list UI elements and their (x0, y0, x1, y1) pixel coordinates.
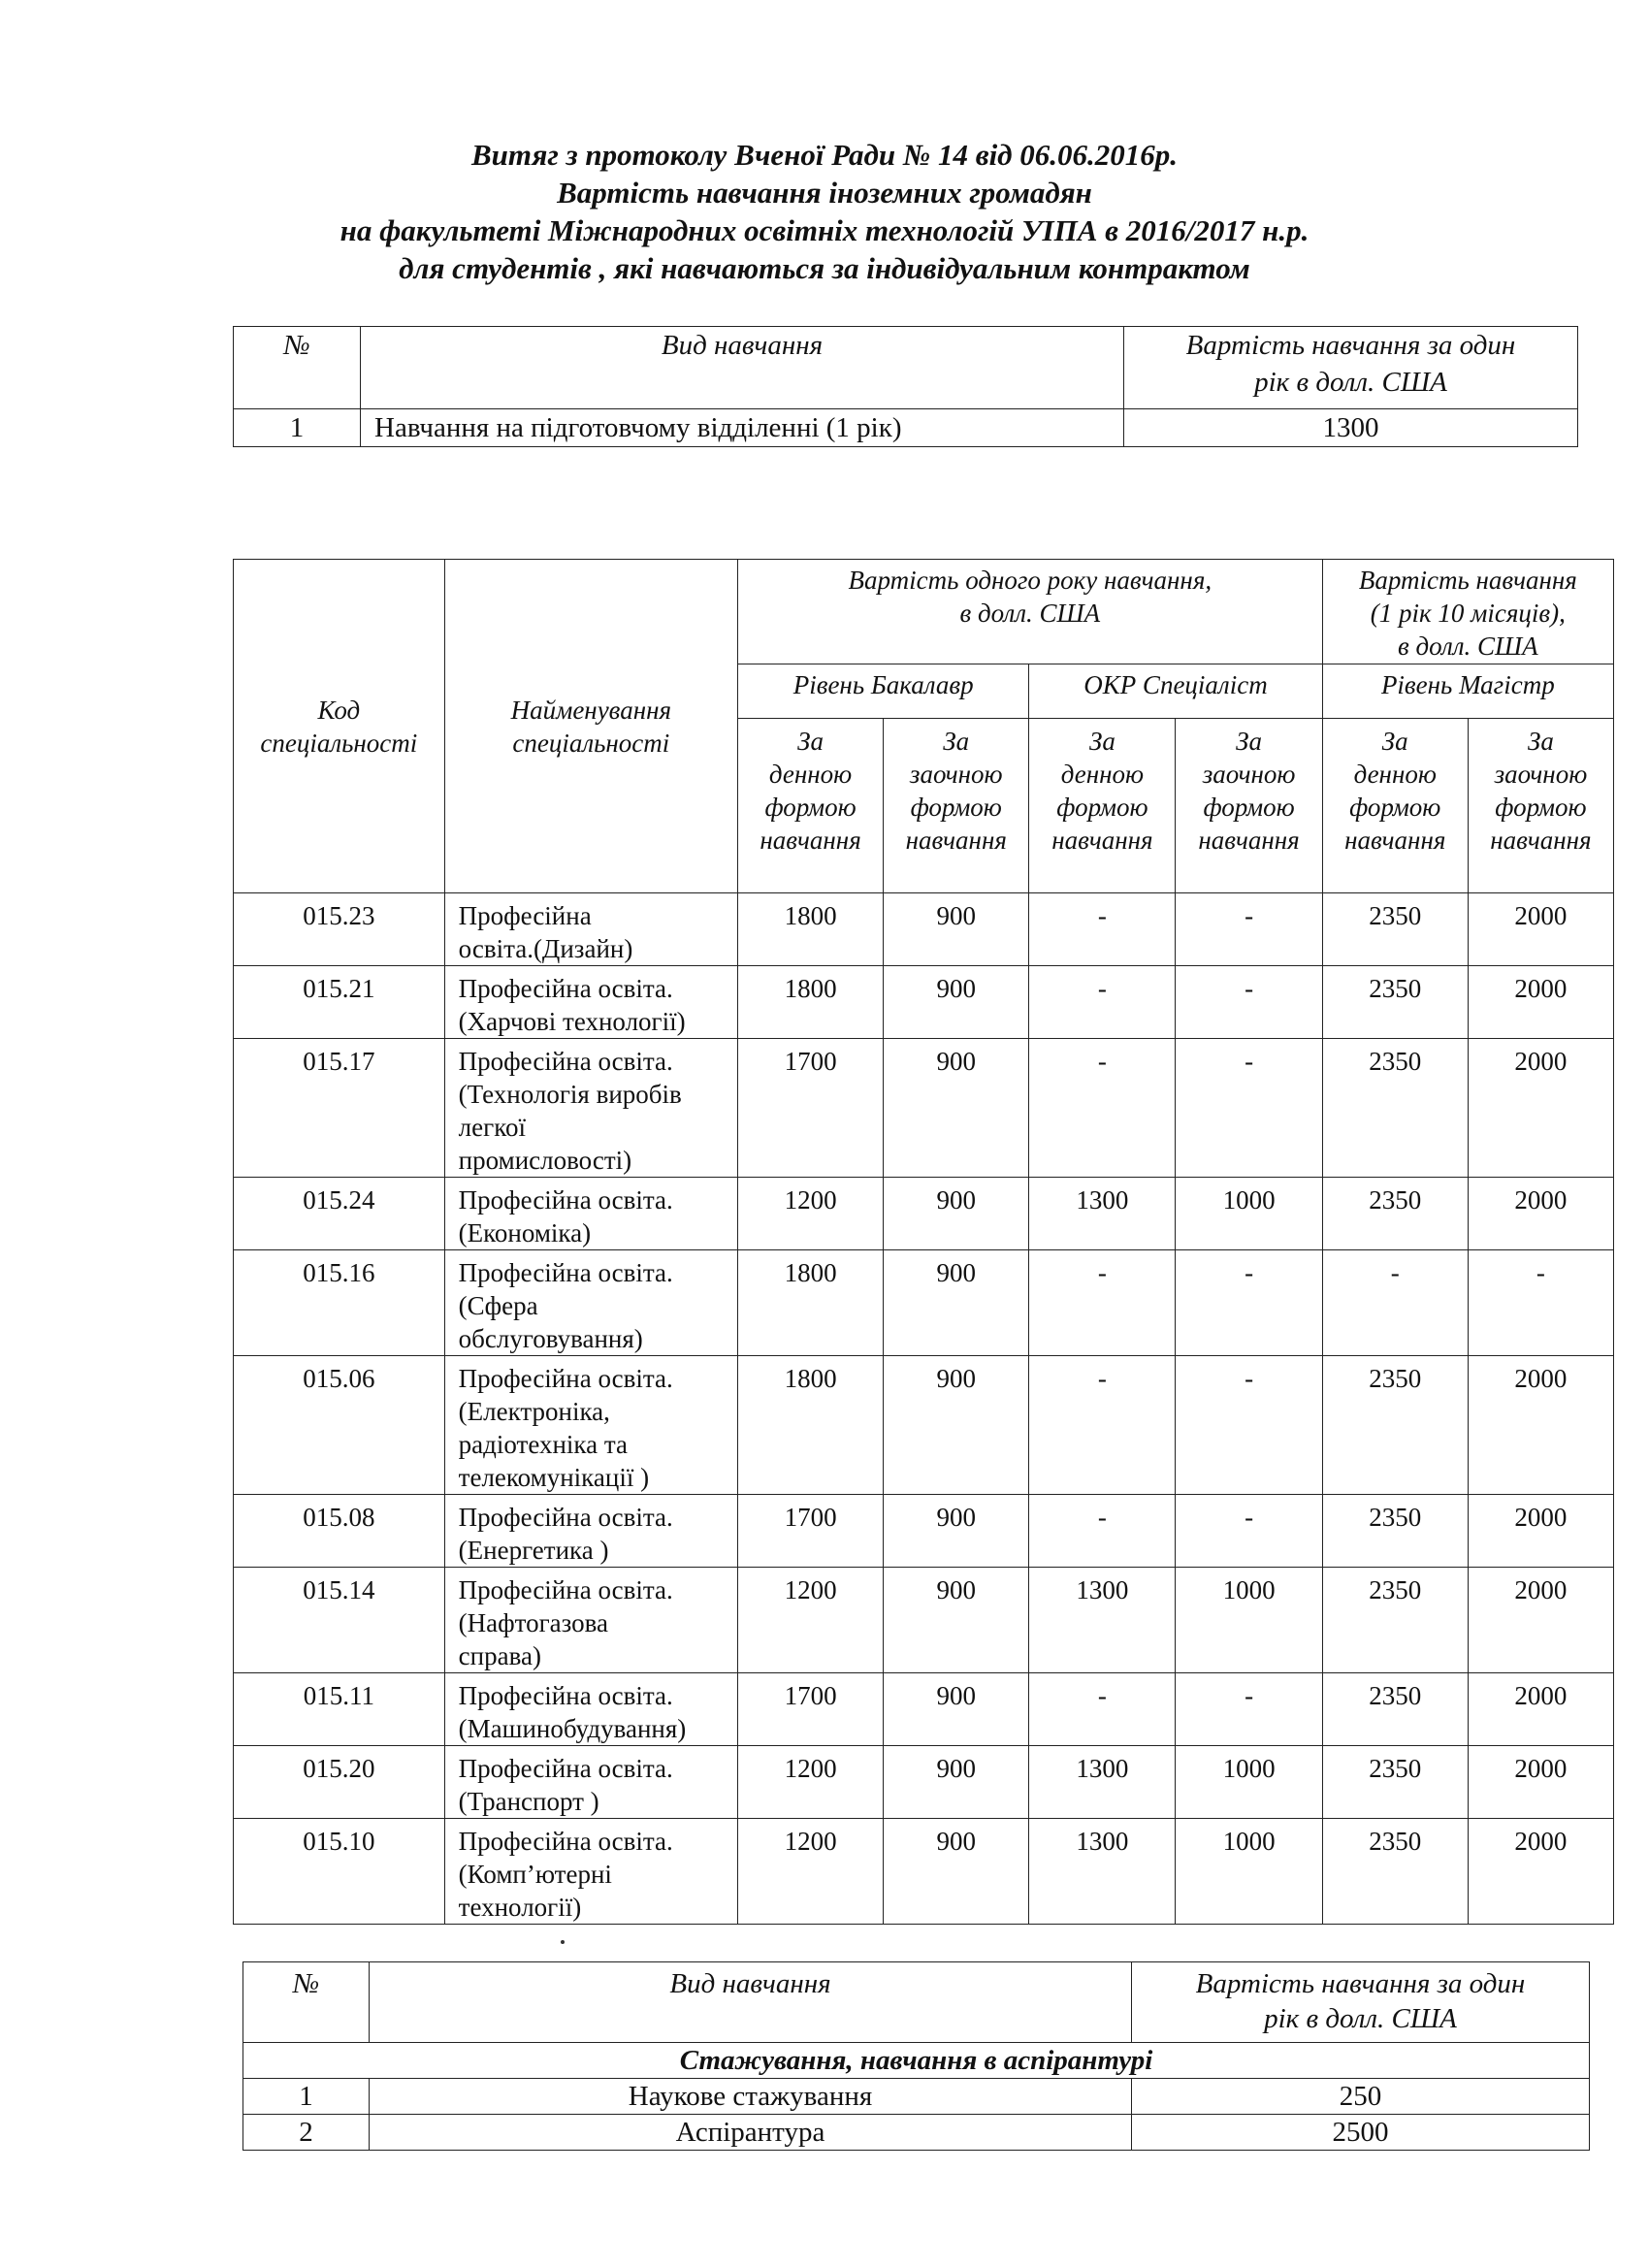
table-row (234, 1746, 1614, 1819)
heading-line-4: для студентів , які навчаються за індивідуальним контрактом (399, 251, 1250, 285)
specialty-name-line: радіотехніка та (458, 1430, 628, 1459)
cost-specialist-parttime: - (1176, 966, 1322, 1039)
header-fulltime (1029, 719, 1176, 893)
specialty-name (444, 1819, 737, 1925)
specialty-code: 015.23 (234, 893, 445, 966)
cost-specialist-fulltime: 1300 (1029, 1819, 1176, 1925)
header-master-cost-line-2: (1 рік 10 місяців), (1370, 599, 1566, 628)
scan-speck (561, 1940, 565, 1944)
header-bachelor: Рівень Бакалавр (738, 664, 1029, 719)
table-row (234, 409, 1578, 447)
cost-bachelor-parttime: 900 (884, 1819, 1029, 1925)
table-row (234, 1250, 1614, 1356)
cost-bachelor-fulltime: 1200 (738, 1178, 884, 1250)
specialty-name (444, 1356, 737, 1495)
header-cost (1124, 327, 1578, 409)
specialty-name-line: Професійна освіта. (458, 1827, 673, 1856)
table-header-row (234, 560, 1614, 664)
cost-bachelor-fulltime: 1800 (738, 966, 884, 1039)
header-cost-line-1: Вартість навчання за один (1195, 1968, 1526, 1999)
specialty-name-line: (Сфера (458, 1291, 538, 1320)
specialty-name-line: (Транспорт ) (458, 1787, 599, 1816)
cost-master-parttime: - (1468, 1250, 1613, 1356)
header-name-line-2: спеціальності (512, 728, 670, 758)
cost-specialist-parttime: 1000 (1176, 1746, 1322, 1819)
header-fulltime-line-1: За (1088, 727, 1116, 756)
header-fulltime-line-4: навчання (1051, 826, 1153, 855)
header-parttime-line-4: навчання (905, 826, 1007, 855)
specialty-name-line: (Харчові технології) (458, 1007, 686, 1036)
cost-master-parttime: 2000 (1468, 1568, 1613, 1673)
cost-bachelor-parttime: 900 (884, 1673, 1029, 1746)
header-year-cost (738, 560, 1323, 664)
header-master-cost (1322, 560, 1613, 664)
header-number-text: № (283, 330, 310, 361)
table-row (234, 1039, 1614, 1178)
specialty-name-line: (Машинобудування) (458, 1714, 687, 1743)
cost-specialist-parttime: 1000 (1176, 1178, 1322, 1250)
header-fulltime-line-3: формою (764, 793, 857, 822)
header-fulltime-line-2: денною (1353, 760, 1437, 789)
cost-bachelor-fulltime: 1800 (738, 1356, 884, 1495)
specialty-code: 015.21 (234, 966, 445, 1039)
cost-specialist-fulltime: - (1029, 1039, 1176, 1178)
specialty-name (444, 1178, 737, 1250)
heading-line-1: Витяг з протоколу Вченої Ради № 14 від 06.06.2016р. (470, 138, 1179, 172)
specialty-name-line: Професійна (458, 901, 592, 930)
header-master: Рівень Магістр (1322, 664, 1613, 719)
header-master-cost-line-3: в долл. США (1397, 632, 1538, 661)
header-parttime-line-3: формою (910, 793, 1002, 822)
cost-specialist-fulltime: 1300 (1029, 1178, 1176, 1250)
cost-bachelor-fulltime: 1200 (738, 1746, 884, 1819)
specialty-name-line: (Енергетика ) (458, 1536, 609, 1565)
header-code-line-2: спеціальності (260, 728, 418, 758)
header-kind (370, 1962, 1132, 2043)
specialty-cost-table (233, 559, 1614, 1925)
cost-specialist-fulltime: 1300 (1029, 1568, 1176, 1673)
header-fulltime-line-2: денною (1060, 760, 1145, 789)
header-number (243, 1962, 370, 2043)
cost-specialist-fulltime: - (1029, 1356, 1176, 1495)
header-parttime-line-1: За (1236, 727, 1262, 756)
cost-master-fulltime: 2350 (1322, 1746, 1468, 1819)
table-row (234, 893, 1614, 966)
specialty-name-line: (Електроніка, (458, 1397, 610, 1426)
cost-master-parttime: 2000 (1468, 1746, 1613, 1819)
cost-specialist-parttime: - (1176, 1250, 1322, 1356)
specialty-code: 015.10 (234, 1819, 445, 1925)
cost-bachelor-parttime: 900 (884, 1356, 1029, 1495)
table-header-row (234, 327, 1578, 409)
specialty-name-line: Професійна освіта. (458, 1575, 673, 1604)
cost-master-parttime: 2000 (1468, 1673, 1613, 1746)
header-year-cost-line-2: в долл. США (959, 599, 1101, 628)
cost-master-fulltime: 2350 (1322, 1819, 1468, 1925)
header-year-cost-line-1: Вартість одного року навчання, (848, 566, 1212, 595)
header-code-line-1: Код (317, 695, 361, 725)
header-fulltime-line-2: денною (768, 760, 853, 789)
specialty-name-line: (Економіка) (458, 1218, 592, 1247)
header-parttime-line-4: навчання (1198, 826, 1300, 855)
specialty-name-line: Професійна освіта. (458, 1681, 673, 1710)
specialty-name (444, 1673, 737, 1746)
header-cost-line-2: рік в долл. США (1264, 2003, 1457, 2034)
cost-master-parttime: 2000 (1468, 1819, 1613, 1925)
specialty-name-line: Професійна освіта. (458, 1364, 673, 1393)
internship-cost-table (242, 1961, 1590, 2151)
cost-bachelor-parttime: 900 (884, 1178, 1029, 1250)
cost-bachelor-fulltime: 1200 (738, 1568, 884, 1673)
specialty-code: 015.17 (234, 1039, 445, 1178)
cost-bachelor-fulltime: 1800 (738, 1250, 884, 1356)
cost-specialist-parttime: - (1176, 893, 1322, 966)
specialty-name-line: Професійна освіта. (458, 1047, 673, 1076)
specialty-name (444, 893, 737, 966)
specialty-name-line: Професійна освіта. (458, 1503, 673, 1532)
specialty-name-line: Професійна освіта. (458, 1258, 673, 1287)
heading-line-3: на факультеті Міжнародних освітніх технологій УІПА в 2016/2017 н.р. (340, 213, 1310, 247)
specialty-name-line: справа) (458, 1641, 541, 1670)
header-parttime-line-4: навчання (1490, 826, 1592, 855)
cost-master-parttime: 2000 (1468, 966, 1613, 1039)
header-parttime-line-3: формою (1495, 793, 1587, 822)
header-parttime-line-2: заочною (1202, 760, 1296, 789)
header-kind (361, 327, 1124, 409)
cost-bachelor-fulltime: 1700 (738, 1495, 884, 1568)
header-fulltime (1322, 719, 1468, 893)
specialty-code: 015.14 (234, 1568, 445, 1673)
specialty-rows (234, 893, 1614, 1925)
cost-master-fulltime: 2350 (1322, 966, 1468, 1039)
header-code (234, 560, 445, 893)
header-parttime-line-1: За (1527, 727, 1554, 756)
cost-bachelor-parttime: 900 (884, 966, 1029, 1039)
heading-line-2: Вартість навчання іноземних громадян (557, 176, 1092, 210)
specialty-name (444, 1746, 737, 1819)
cost-master-fulltime: 2350 (1322, 1356, 1468, 1495)
cost-specialist-parttime: - (1176, 1039, 1322, 1178)
specialty-name-line: промисловості) (458, 1146, 632, 1175)
table-row (243, 2115, 1590, 2151)
document-heading (0, 136, 1649, 287)
header-number (234, 327, 361, 409)
cost-master-parttime: 2000 (1468, 1178, 1613, 1250)
header-parttime-line-1: За (943, 727, 970, 756)
cost-bachelor-fulltime: 1800 (738, 893, 884, 966)
cost-specialist-parttime: 1000 (1176, 1568, 1322, 1673)
table-row (234, 1495, 1614, 1568)
row-cost: 250 (1132, 2079, 1590, 2115)
cost-specialist-fulltime: - (1029, 1673, 1176, 1746)
row-number: 1 (234, 409, 361, 447)
header-parttime-line-2: заочною (909, 760, 1003, 789)
row-number: 2 (243, 2115, 370, 2151)
cost-specialist-parttime: - (1176, 1673, 1322, 1746)
specialty-name-line: Професійна освіта. (458, 1185, 673, 1215)
specialty-name-line: освіта.(Дизайн) (458, 934, 633, 963)
header-fulltime-line-4: навчання (760, 826, 861, 855)
table-row (243, 2079, 1590, 2115)
header-parttime-line-2: заочною (1494, 760, 1588, 789)
specialty-name (444, 1495, 737, 1568)
header-kind-text: Вид навчання (669, 1968, 831, 1999)
table-row (234, 1673, 1614, 1746)
specialty-name-line: (Комп’ютерні (458, 1860, 612, 1889)
cost-bachelor-fulltime: 1200 (738, 1819, 884, 1925)
cost-specialist-parttime: - (1176, 1495, 1322, 1568)
cost-master-fulltime: - (1322, 1250, 1468, 1356)
header-cost-line-2: рік в долл. США (1254, 367, 1447, 398)
cost-specialist-parttime: 1000 (1176, 1819, 1322, 1925)
specialty-name-line: легкої (458, 1113, 526, 1142)
specialty-code: 015.20 (234, 1746, 445, 1819)
cost-specialist-fulltime: - (1029, 966, 1176, 1039)
specialty-name-line: Професійна освіта. (458, 974, 673, 1003)
cost-master-parttime: 2000 (1468, 1356, 1613, 1495)
row-cost: 2500 (1132, 2115, 1590, 2151)
cost-master-fulltime: 2350 (1322, 893, 1468, 966)
specialty-name (444, 1250, 737, 1356)
row-kind: Навчання на підготовчому відділенні (1 рік) (361, 409, 1124, 447)
cost-master-parttime: 2000 (1468, 1495, 1613, 1568)
header-fulltime-line-3: формою (1349, 793, 1441, 822)
header-parttime (1468, 719, 1613, 893)
header-parttime (884, 719, 1029, 893)
specialty-code: 015.16 (234, 1250, 445, 1356)
specialty-name-line: (Технологія виробів (458, 1080, 682, 1109)
cost-specialist-fulltime: - (1029, 1250, 1176, 1356)
header-name (444, 560, 737, 893)
row-kind: Аспірантура (370, 2115, 1132, 2151)
header-fulltime (738, 719, 884, 893)
cost-specialist-fulltime: 1300 (1029, 1746, 1176, 1819)
specialty-name (444, 1568, 737, 1673)
cost-bachelor-parttime: 900 (884, 1746, 1029, 1819)
header-number-text: № (292, 1968, 320, 1999)
cost-master-fulltime: 2350 (1322, 1673, 1468, 1746)
section-row (243, 2043, 1590, 2079)
cost-master-fulltime: 2350 (1322, 1568, 1468, 1673)
cost-specialist-fulltime: - (1029, 1495, 1176, 1568)
row-number: 1 (243, 2079, 370, 2115)
section-title: Стажування, навчання в аспірантурі (243, 2043, 1590, 2079)
specialty-name-line: Професійна освіта. (458, 1754, 673, 1783)
header-fulltime-line-4: навчання (1344, 826, 1446, 855)
row-kind: Наукове стажування (370, 2079, 1132, 2115)
cost-bachelor-parttime: 900 (884, 893, 1029, 966)
header-fulltime-line-1: За (1381, 727, 1408, 756)
header-parttime (1176, 719, 1322, 893)
specialty-code: 015.11 (234, 1673, 445, 1746)
specialty-name (444, 1039, 737, 1178)
table-header-row (243, 1962, 1590, 2043)
preparatory-cost-table (233, 326, 1578, 447)
table-row (234, 1568, 1614, 1673)
specialty-code: 015.08 (234, 1495, 445, 1568)
row-cost: 1300 (1124, 409, 1578, 447)
header-kind-text: Вид навчання (661, 330, 824, 361)
header-master-cost-line-1: Вартість навчання (1358, 566, 1577, 595)
specialty-name (444, 966, 737, 1039)
cost-bachelor-fulltime: 1700 (738, 1673, 884, 1746)
cost-master-parttime: 2000 (1468, 893, 1613, 966)
header-cost-line-1: Вартість навчання за один (1185, 330, 1516, 361)
cost-master-fulltime: 2350 (1322, 1495, 1468, 1568)
header-cost (1132, 1962, 1590, 2043)
table-row (234, 1819, 1614, 1925)
header-specialist: ОКР Спеціаліст (1029, 664, 1322, 719)
cost-specialist-parttime: - (1176, 1356, 1322, 1495)
cost-bachelor-parttime: 900 (884, 1495, 1029, 1568)
specialty-code: 015.06 (234, 1356, 445, 1495)
header-name-line-1: Найменування (510, 695, 672, 725)
cost-master-fulltime: 2350 (1322, 1178, 1468, 1250)
cost-bachelor-parttime: 900 (884, 1250, 1029, 1356)
header-fulltime-line-1: За (797, 727, 824, 756)
header-parttime-line-3: формою (1203, 793, 1295, 822)
specialty-code: 015.24 (234, 1178, 445, 1250)
cost-bachelor-fulltime: 1700 (738, 1039, 884, 1178)
specialty-name-line: технології) (458, 1893, 582, 1922)
table-row (234, 1178, 1614, 1250)
cost-bachelor-parttime: 900 (884, 1568, 1029, 1673)
specialty-name-line: телекомунікації ) (458, 1463, 650, 1492)
specialty-name-line: (Нафтогазова (458, 1608, 609, 1637)
cost-bachelor-parttime: 900 (884, 1039, 1029, 1178)
table-row (234, 1356, 1614, 1495)
table-row (234, 966, 1614, 1039)
cost-master-fulltime: 2350 (1322, 1039, 1468, 1178)
cost-specialist-fulltime: - (1029, 893, 1176, 966)
cost-master-parttime: 2000 (1468, 1039, 1613, 1178)
specialty-name-line: обслуговування) (458, 1324, 643, 1353)
header-fulltime-line-3: формою (1056, 793, 1148, 822)
